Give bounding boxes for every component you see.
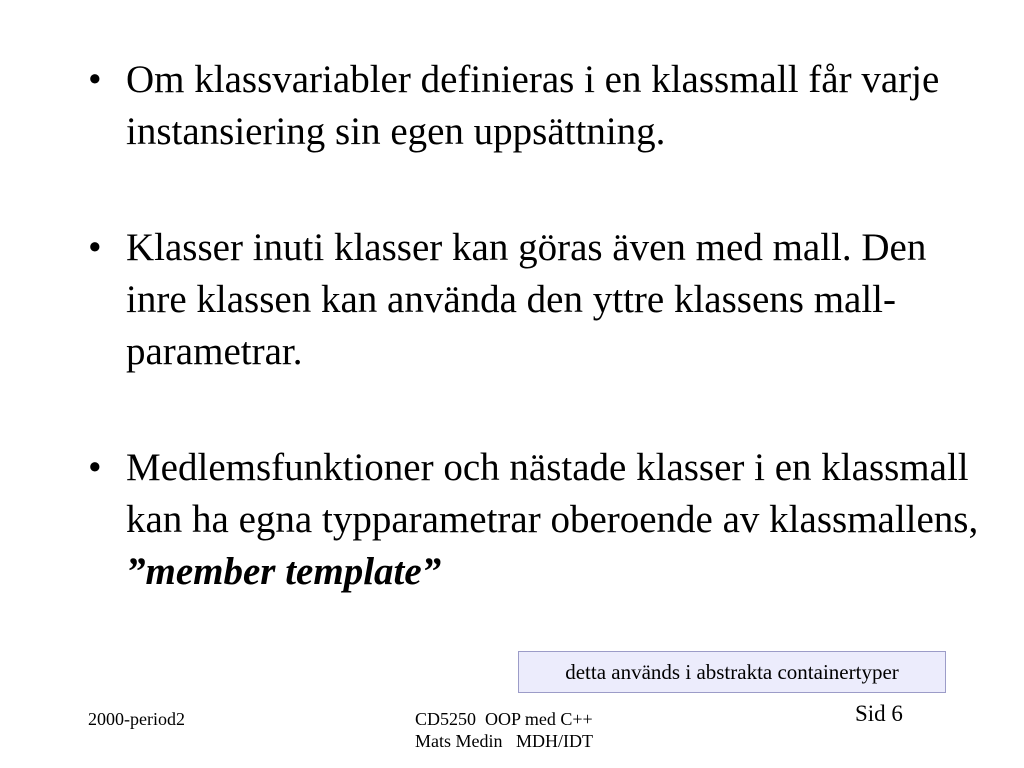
bullet-marker: •	[88, 226, 102, 269]
bullet-text: Medlemsfunktioner och nästade klasser i en klassmall kan ha egna typparametrar oberoende av klassmallens,	[126, 446, 979, 541]
bullet-marker: •	[88, 58, 102, 101]
callout-note: detta används i abstrakta containertyper	[518, 651, 946, 693]
bullet-text: Klasser inuti klasser kan göras även med mall. Den inre klassen kan använda den yttre klassens mall-parametrar.	[126, 226, 927, 373]
bullet-marker: •	[88, 446, 102, 489]
member-template-emphasis: ”member template”	[126, 550, 442, 593]
bullet-item-nested-classes	[86, 222, 986, 378]
bullet-text: Om klassvariabler definieras i en klassmall får varje instansiering sin egen uppsättning.	[126, 58, 940, 153]
page-number: Sid 6	[855, 701, 903, 726]
footer-course-info	[415, 708, 593, 752]
bullet-item-member-templates	[86, 442, 986, 598]
footer-author-line: Mats Medin MDH/IDT	[415, 731, 593, 751]
bullet-item-class-variables	[86, 54, 986, 158]
footer-course-line: CD5250 OOP med C++	[415, 709, 593, 729]
footer-date: 2000-period2	[88, 709, 185, 729]
bullet-list	[86, 54, 986, 598]
